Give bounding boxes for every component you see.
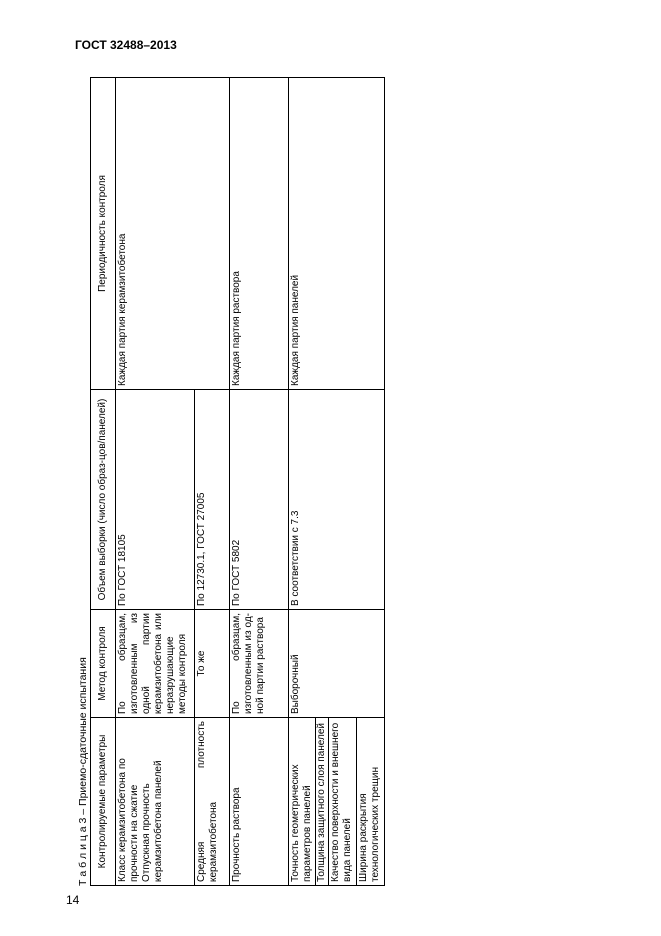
table-row [229,78,288,886]
cell-sample-gost5802: По ГОСТ 5802 [229,390,288,610]
cell-method-mortar-samples: По образцам, изготовленным из од-ной партии раствора [229,610,288,718]
cell-method-selective: Выборочный [288,610,384,718]
acceptance-tests-table [90,77,385,886]
rotated-table-block [77,78,385,886]
header-sample: Объем выборки (число образ-цов/панелей) [91,390,116,610]
cell-period-mortar-batch: Каждая партия раствора [229,78,288,390]
cell-param-cover-thickness: Толщина защитного слоя панелей [316,718,329,886]
table-row [288,78,315,886]
cell-param-geometry: Точность геометрических параметров панелей [288,718,315,886]
cell-param-strength-class: Класс керамзитобетона по прочности на сжатие Отпускная прочность керамзитобетона панелей [116,718,195,886]
cell-sample-clause73: В соответствии с 7.3 [288,390,384,610]
page-number: 14 [66,893,80,907]
table-row [116,78,195,886]
table-header-row [91,78,116,886]
cell-param-surface-quality: Качество поверхности и внешнего вида панелей [329,718,356,886]
cell-method-same: То же [195,610,229,718]
cell-period-panel-batch: Каждая партия панелей [288,78,384,390]
cell-method-samples: По образцам, изготовленным из одной партии керамзитобетона или неразрушающие методы контроля [116,610,195,718]
cell-param-mortar-strength: Прочность раствора [229,718,288,886]
header-method: Метод контроля [91,610,116,718]
cell-sample-gost12730: По 12730.1, ГОСТ 27005 [195,390,229,610]
cell-sample-gost18105: По ГОСТ 18105 [116,390,195,610]
header-period: Периодичность контроля [91,78,116,390]
cell-param-density: Средняя плотность керамзитобетона [195,718,229,886]
header-parameters: Контролируемые параметры [91,718,116,886]
table-caption: Т а б л и ц а 3 – Приемо-сдаточные испытания [77,657,89,886]
cell-param-crack-width: Ширина раскрытия технологических трещин [356,718,384,886]
cell-period-concrete-batch: Каждая партия керамзитобетона [116,78,230,390]
document-header: ГОСТ 32488–2013 [75,38,177,52]
